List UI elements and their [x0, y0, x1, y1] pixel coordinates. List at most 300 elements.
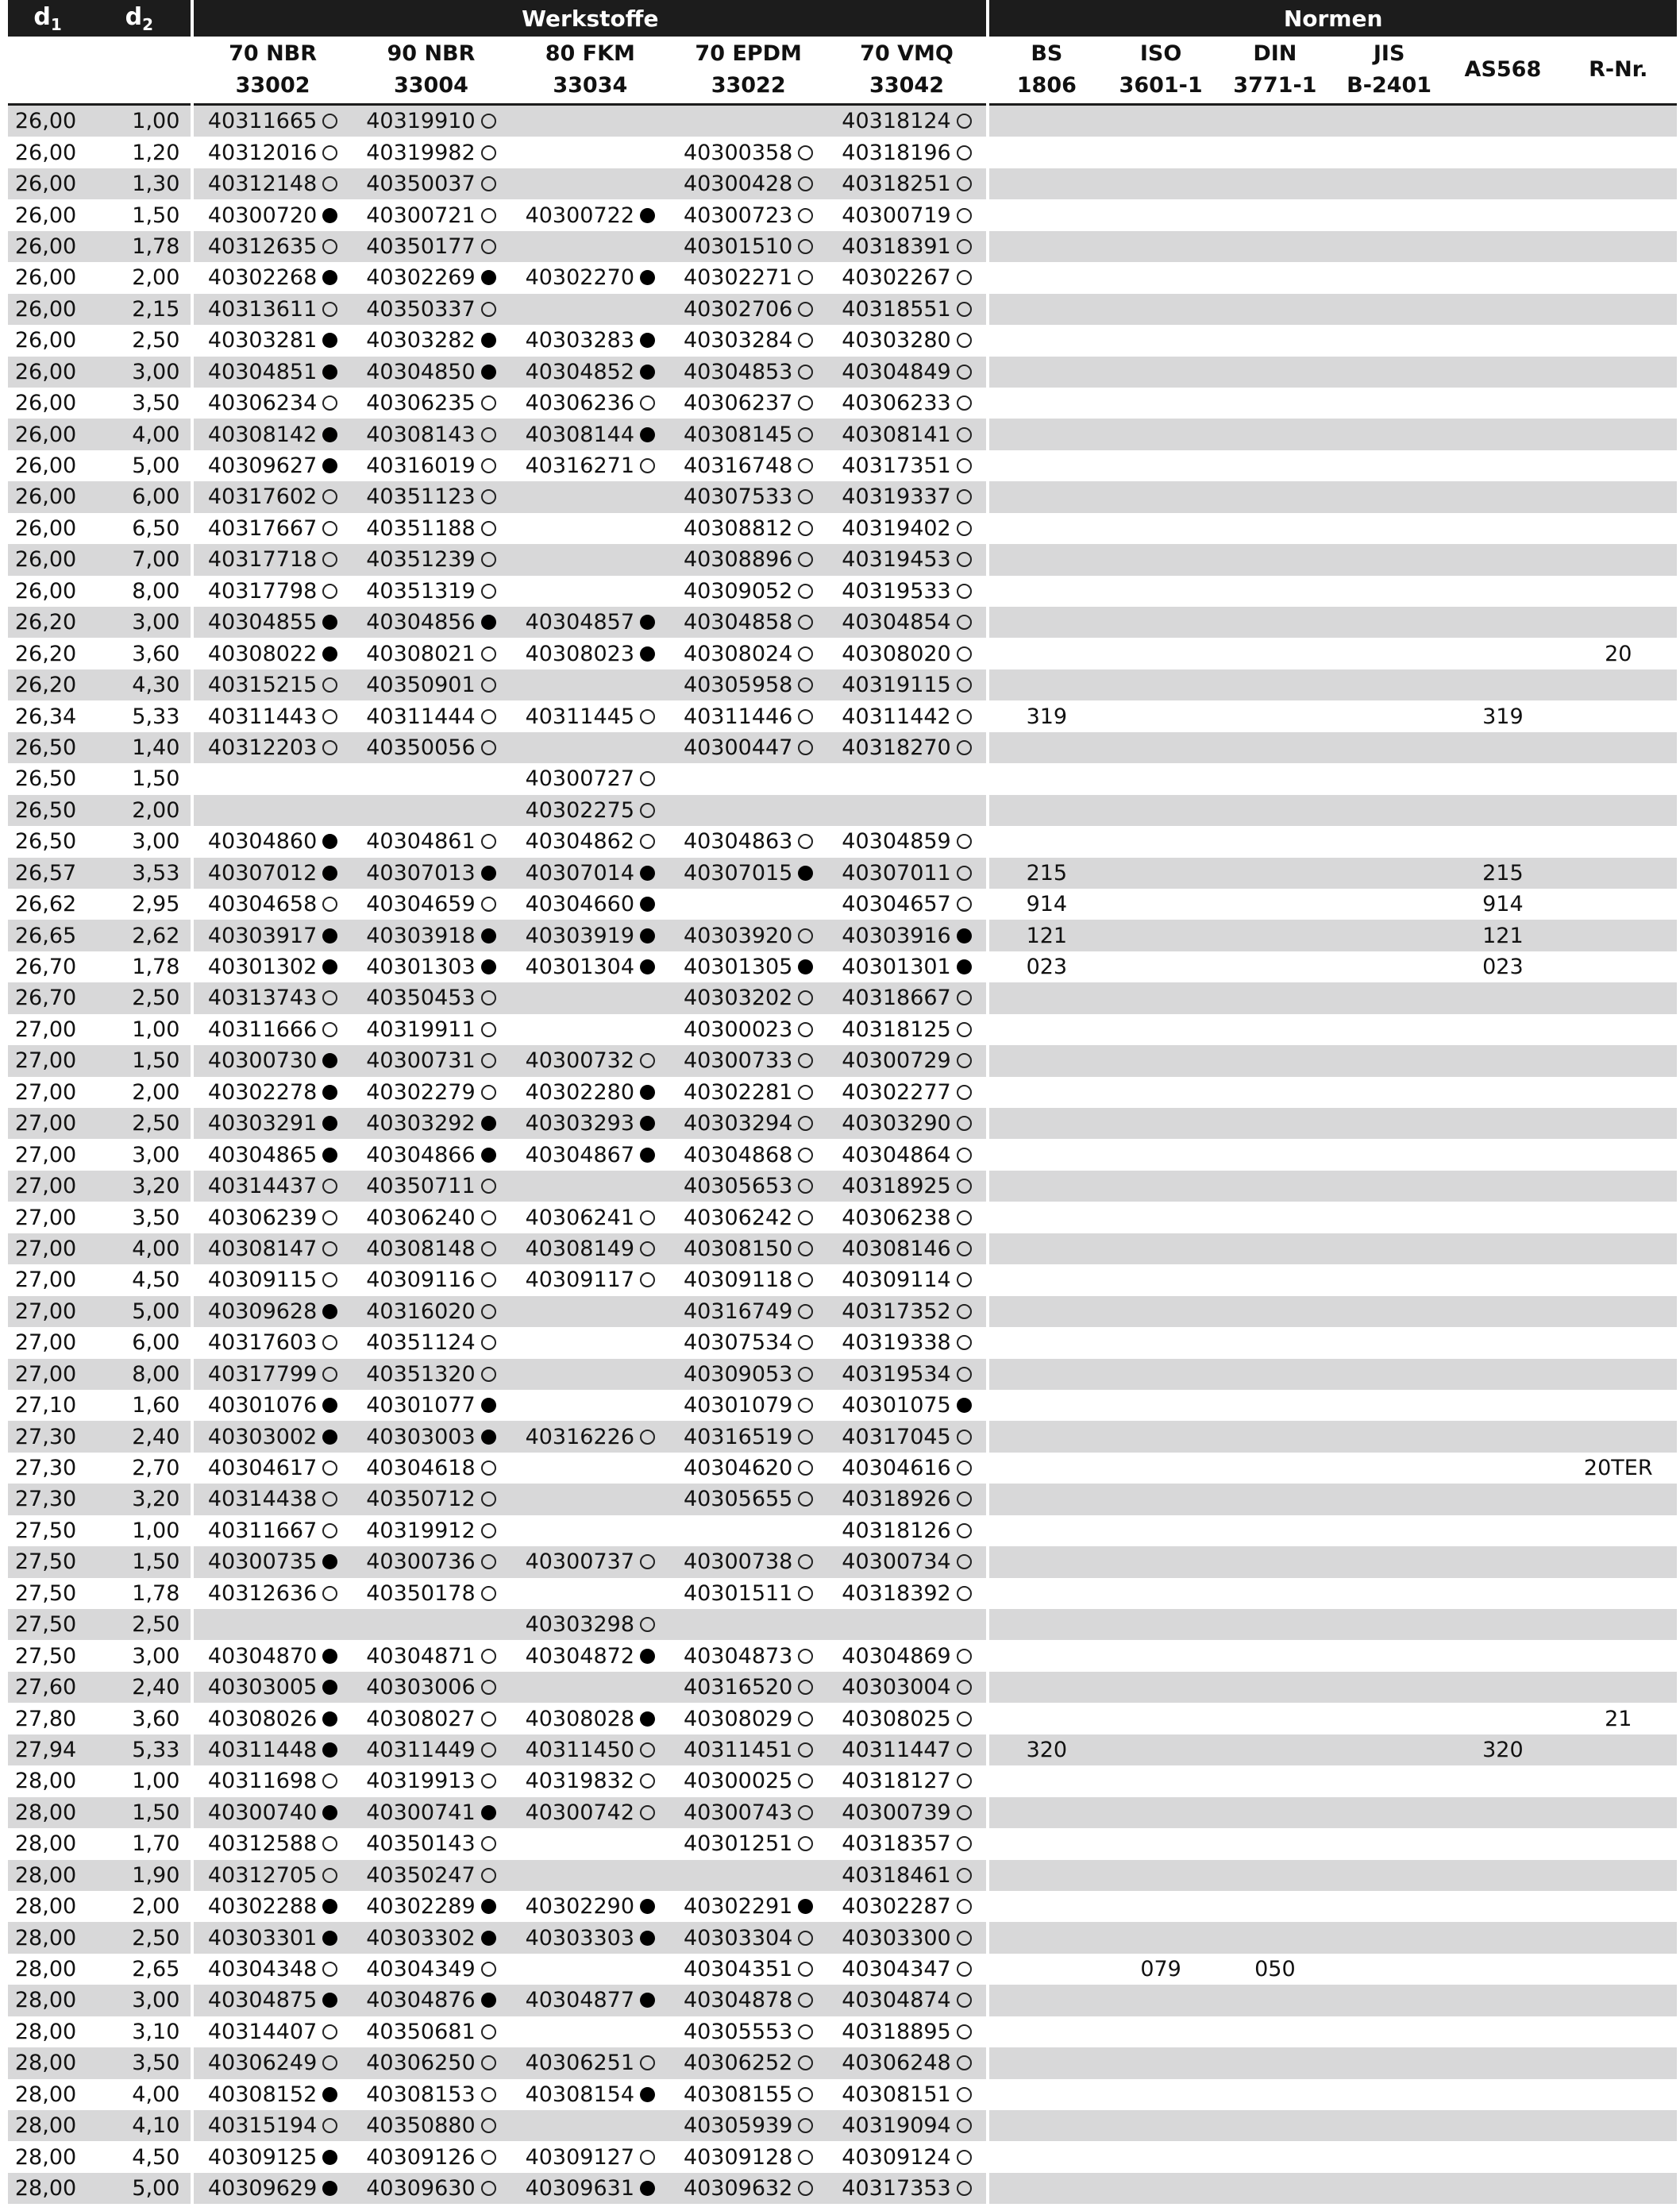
- article-number: 40304874: [842, 1988, 951, 2013]
- cell-d2: 1,00: [132, 1017, 180, 1042]
- cell-norm: [1332, 1765, 1446, 1796]
- cell-d1: 27,00: [8, 1233, 87, 1264]
- open-circle-icon: [957, 897, 972, 912]
- article-number: 40301079: [683, 1393, 793, 1418]
- table-row: [8, 1233, 1677, 1264]
- open-circle-icon: [322, 396, 337, 411]
- cell-norm: [1332, 920, 1446, 951]
- cell-article: [194, 357, 351, 388]
- material-header: 90 NBR 33004: [352, 37, 511, 106]
- cell-norm: [1332, 1296, 1446, 1327]
- cell-d1: 27,50: [14, 1580, 77, 1606]
- table-row: [8, 732, 1677, 763]
- cell-norm: [989, 1922, 1104, 1953]
- cell-article: [827, 1296, 986, 1327]
- article-number: 40317603: [207, 1330, 318, 1356]
- article-number: 40306238: [842, 1205, 951, 1230]
- cell-article: [669, 1672, 827, 1703]
- cell-norm: [1560, 1077, 1677, 1108]
- article-number: 40302290: [525, 1894, 635, 1920]
- article-number: 40303281: [207, 328, 318, 353]
- article-number: 40350453: [366, 986, 476, 1011]
- cell-norm: [989, 763, 1104, 794]
- cell-norm: [989, 1484, 1104, 1515]
- cell-norm: [1446, 1484, 1559, 1515]
- table-row: [8, 231, 1677, 262]
- cell-norm: [989, 795, 1104, 826]
- filled-circle-icon: [481, 615, 496, 630]
- cell-norm: [1332, 1108, 1446, 1139]
- article-number: 40302271: [683, 265, 793, 291]
- filled-circle-icon: [322, 458, 337, 473]
- filled-circle-icon: [322, 1304, 337, 1319]
- cell-norm: [1332, 294, 1446, 325]
- article-number: 40350037: [366, 172, 476, 197]
- article-number: 40309115: [207, 1268, 318, 1293]
- cell-d2: 2,65: [132, 1957, 180, 1982]
- table-row: [8, 513, 1677, 544]
- cell-article: [511, 1828, 669, 1859]
- article-number: 40319534: [842, 1361, 951, 1387]
- article-number: 40303006: [366, 1675, 476, 1700]
- cell-norm: [1104, 1672, 1217, 1703]
- open-circle-icon: [481, 427, 496, 442]
- cell-article: [511, 1327, 669, 1358]
- filled-circle-icon: [322, 2087, 337, 2102]
- article-number: 40306233: [842, 391, 951, 416]
- cell-norm: [1560, 168, 1677, 199]
- table-row: [8, 1578, 1677, 1609]
- filled-circle-icon: [640, 897, 655, 912]
- cell-norm: [1218, 1171, 1332, 1202]
- cell-norm: [1332, 1139, 1446, 1170]
- article-number: 40306242: [683, 1205, 793, 1230]
- cell-d1: 26,20: [14, 641, 77, 666]
- table-row: [8, 1640, 1677, 1671]
- cell-norm: [1332, 2047, 1446, 2078]
- cell-norm: [989, 1640, 1104, 1671]
- open-circle-icon: [957, 646, 972, 662]
- article-number: 40309632: [683, 2176, 793, 2201]
- open-circle-icon: [957, 2181, 972, 2196]
- filled-circle-icon: [957, 959, 972, 974]
- open-circle-icon: [957, 677, 972, 693]
- article-number: 40312016: [207, 140, 318, 165]
- cell-norm: [1446, 732, 1559, 763]
- cell-d2: 5,33: [87, 1734, 191, 1765]
- open-circle-icon: [481, 552, 496, 567]
- group-header-row: [8, 0, 1677, 37]
- cell-norm: [1332, 638, 1446, 669]
- cell-d1: 28,00: [8, 1797, 87, 1828]
- cell-norm: [1560, 1672, 1677, 1703]
- article-number: 40303291: [207, 1111, 318, 1136]
- cell-norm: [1446, 763, 1559, 794]
- open-circle-icon: [640, 1272, 655, 1287]
- article-number: 40308146: [842, 1236, 951, 1261]
- cell-article: [511, 1264, 669, 1295]
- filled-circle-icon: [481, 1430, 496, 1445]
- article-number: 40301301: [842, 955, 951, 980]
- filled-circle-icon: [640, 1148, 655, 1163]
- cell-article: [194, 1484, 351, 1515]
- cell-d2: 4,00: [132, 2082, 180, 2107]
- article-number: 40319913: [366, 1769, 476, 1794]
- article-number: 40304866: [366, 1142, 476, 1167]
- cell-norm: [1104, 732, 1217, 763]
- article-number: 40306237: [683, 391, 793, 416]
- table-row: [8, 795, 1677, 826]
- cell-article: [511, 1484, 669, 1515]
- cell-article: [669, 1985, 827, 2016]
- article-number: 40318392: [842, 1580, 951, 1606]
- cell-norm: [1104, 2141, 1217, 2172]
- table-row: [8, 137, 1677, 168]
- article-number: 40305653: [683, 1174, 793, 1199]
- cell-d2: 3,53: [87, 858, 191, 889]
- cell-norm: [1560, 1954, 1677, 1985]
- cell-article: [827, 1609, 986, 1640]
- cell-norm: [1560, 450, 1677, 481]
- cell-norm: [989, 168, 1104, 199]
- article-number: 40351319: [366, 578, 476, 604]
- cell-d2: 3,20: [87, 1484, 191, 1515]
- open-circle-icon: [640, 771, 655, 786]
- article-number: 40309116: [366, 1268, 476, 1293]
- article-number: 40302291: [683, 1894, 793, 1920]
- cell-norm: [1218, 544, 1332, 575]
- cell-norm: [1332, 982, 1446, 1013]
- article-number: 40303916: [842, 923, 951, 948]
- cell-article: [352, 2047, 511, 2078]
- cell-d1: 26,70: [14, 955, 77, 980]
- article-number: 40309118: [683, 1268, 793, 1293]
- table-row: [8, 607, 1677, 638]
- article-number: 40300720: [207, 203, 318, 228]
- cell-norm: [1218, 2141, 1332, 2172]
- cell-norm: [1446, 2110, 1559, 2141]
- cell-norm: [1332, 2110, 1446, 2141]
- cell-norm: [1560, 1045, 1677, 1076]
- open-circle-icon: [640, 2055, 655, 2070]
- article-number: 40319832: [525, 1769, 635, 1794]
- cell-norm: [1332, 1578, 1446, 1609]
- cell-article: [827, 1954, 986, 1985]
- table-row: [8, 1264, 1677, 1295]
- cell-article: [669, 2110, 827, 2141]
- cell-article: [827, 1891, 986, 1922]
- cell-article: [194, 1797, 351, 1828]
- cell-norm: [989, 1014, 1104, 1045]
- cell-norm: [1446, 1296, 1559, 1327]
- table-row: [8, 450, 1677, 481]
- cell-norm: [1218, 889, 1332, 920]
- open-circle-icon: [481, 584, 496, 599]
- cell-norm: [1218, 1672, 1332, 1703]
- cell-d2: 2,50: [87, 1922, 191, 1953]
- table-row: [8, 826, 1677, 857]
- article-number: 40311449: [366, 1737, 476, 1762]
- cell-norm: [1560, 1609, 1677, 1640]
- article-number: 40311667: [207, 1518, 318, 1543]
- cell-norm: [1218, 199, 1332, 230]
- table-row: [8, 1453, 1677, 1484]
- cell-norm: [989, 450, 1104, 481]
- open-circle-icon: [798, 1742, 813, 1758]
- open-circle-icon: [957, 1335, 972, 1350]
- cell-d1: 26,20: [8, 607, 87, 638]
- open-circle-icon: [640, 1430, 655, 1445]
- cell-norm: [989, 2173, 1104, 2204]
- filled-circle-icon: [322, 427, 337, 442]
- cell-norm: [1560, 481, 1677, 512]
- cell-article: [669, 1359, 827, 1390]
- cell-norm: [1446, 1797, 1559, 1828]
- cell-article: [669, 544, 827, 575]
- article-number: 40300732: [525, 1048, 635, 1074]
- cell-norm: [1218, 137, 1332, 168]
- cell-d2: 4,50: [132, 2144, 180, 2170]
- article-number: 40300722: [525, 203, 635, 228]
- cell-article: [511, 231, 669, 262]
- open-circle-icon: [481, 646, 496, 662]
- cell-article: [511, 982, 669, 1013]
- open-circle-icon: [481, 1179, 496, 1194]
- article-number: 40317799: [207, 1361, 318, 1387]
- open-circle-icon: [957, 1931, 972, 1946]
- cell-article: [194, 388, 351, 419]
- open-circle-icon: [481, 1962, 496, 1977]
- cell-article: [194, 1640, 351, 1671]
- cell-norm: [989, 1985, 1104, 2016]
- material-header: 70 EPDM 33022: [669, 37, 827, 106]
- article-number: 40318270: [842, 735, 951, 760]
- cell-norm: [1446, 1765, 1559, 1796]
- cell-d1: 27,60: [8, 1672, 87, 1703]
- cell-d2: 3,10: [132, 2019, 180, 2044]
- cell-article: [827, 1327, 986, 1358]
- open-circle-icon: [798, 1148, 813, 1163]
- cell-article: [352, 513, 511, 544]
- cell-norm: [1560, 795, 1677, 826]
- cell-d1: 28,00: [14, 2082, 77, 2107]
- cell-article: [669, 137, 827, 168]
- cell-norm: [1218, 920, 1332, 951]
- cell-article: [352, 450, 511, 481]
- filled-circle-icon: [640, 208, 655, 223]
- cell-norm: [1560, 1515, 1677, 1546]
- cell-d2: 4,00: [87, 419, 191, 450]
- article-number: 40303292: [366, 1111, 476, 1136]
- filled-circle-icon: [640, 427, 655, 442]
- cell-d2: 2,70: [132, 1456, 180, 1481]
- cell-article: [352, 669, 511, 700]
- cell-norm: [1218, 2173, 1332, 2204]
- article-number: 40308144: [525, 422, 635, 447]
- table-body: [8, 106, 1677, 2204]
- cell-d1: 27,50: [14, 1643, 77, 1669]
- article-number: 40308020: [842, 641, 951, 666]
- cell-article: [194, 2079, 351, 2110]
- article-number: 40350143: [366, 1831, 476, 1857]
- cell-norm: [1218, 357, 1332, 388]
- cell-article: [352, 1546, 511, 1577]
- cell-article: [511, 1139, 669, 1170]
- cell-article: [194, 325, 351, 356]
- article-number: 40304875: [207, 1988, 318, 2013]
- cell-norm: [1104, 199, 1217, 230]
- article-number: 40303003: [366, 1424, 476, 1449]
- open-circle-icon: [957, 176, 972, 191]
- table-row: [8, 294, 1677, 325]
- cell-norm: [1446, 1515, 1559, 1546]
- cell-d1: 27,80: [14, 1706, 77, 1731]
- cell-article: [194, 1609, 351, 1640]
- cell-norm: [1104, 1296, 1217, 1327]
- filled-circle-icon: [640, 1931, 655, 1946]
- cell-article: [194, 419, 351, 450]
- cell-article: [352, 199, 511, 230]
- filled-circle-icon: [640, 270, 655, 285]
- cell-norm: [1446, 669, 1559, 700]
- cell-norm: [1332, 1264, 1446, 1295]
- cell-norm: [1104, 481, 1217, 512]
- filled-circle-icon: [481, 1993, 496, 2008]
- open-circle-icon: [798, 1836, 813, 1851]
- cell-norm: 21: [1605, 1706, 1632, 1731]
- cell-article: [511, 168, 669, 199]
- cell-norm: [1218, 1578, 1332, 1609]
- cell-d1: 27,00: [8, 1171, 87, 1202]
- cell-norm: [1104, 168, 1217, 199]
- cell-norm: [1332, 1045, 1446, 1076]
- cell-article: [194, 2141, 351, 2172]
- cell-norm: [1104, 1922, 1217, 1953]
- cell-norm: [989, 607, 1104, 638]
- cell-d2: 8,00: [132, 578, 180, 604]
- article-number: 40304851: [207, 359, 318, 384]
- cell-d2: 1,30: [87, 168, 191, 199]
- column-header-row: [8, 37, 1677, 106]
- article-number: 40304852: [525, 359, 635, 384]
- cell-article: [194, 982, 351, 1013]
- open-circle-icon: [798, 1398, 813, 1413]
- cell-article: [511, 1797, 669, 1828]
- cell-norm: [1560, 607, 1677, 638]
- article-number: 40303919: [525, 923, 635, 948]
- cell-article: [669, 1703, 827, 1734]
- cell-norm: [1218, 1765, 1332, 1796]
- open-circle-icon: [957, 1586, 972, 1601]
- open-circle-icon: [957, 521, 972, 536]
- article-number: 40318551: [842, 296, 951, 322]
- open-circle-icon: [322, 1272, 337, 1287]
- material-header: 80 FKM 33034: [511, 37, 669, 106]
- article-number: 40317718: [207, 547, 318, 573]
- article-number: 40350681: [366, 2019, 476, 2044]
- article-number: 40311666: [207, 1017, 318, 1042]
- cell-norm: [1218, 1922, 1332, 1953]
- cell-norm: [1218, 1139, 1332, 1170]
- cell-norm: [1446, 1202, 1559, 1233]
- cell-norm: [1446, 1954, 1559, 1985]
- cell-article: [669, 1484, 827, 1515]
- open-circle-icon: [322, 1210, 337, 1225]
- cell-norm: [1446, 1359, 1559, 1390]
- article-number: 40304858: [683, 610, 793, 635]
- filled-circle-icon: [481, 959, 496, 974]
- table-row: [8, 1108, 1677, 1139]
- cell-norm: [1332, 137, 1446, 168]
- article-number: 40311698: [207, 1769, 318, 1794]
- cell-article: [827, 1640, 986, 1671]
- cell-article: [352, 1264, 511, 1295]
- cell-norm: [1560, 920, 1677, 951]
- cell-article: [352, 1359, 511, 1390]
- article-number: 40306235: [366, 391, 476, 416]
- cell-article: [827, 576, 986, 607]
- table-row: [8, 2016, 1677, 2047]
- article-number: 40304347: [842, 1957, 951, 1982]
- cell-norm: [1446, 1139, 1559, 1170]
- norm-header: DIN 3771-1: [1218, 37, 1332, 106]
- cell-norm: [1104, 106, 1217, 137]
- cell-article: [352, 168, 511, 199]
- cell-norm: [1218, 1860, 1332, 1891]
- open-circle-icon: [798, 1993, 813, 2008]
- cell-norm: [1560, 1359, 1677, 1390]
- open-circle-icon: [481, 1022, 496, 1037]
- open-circle-icon: [481, 489, 496, 504]
- filled-circle-icon: [322, 1398, 337, 1413]
- cell-norm: [989, 1202, 1104, 1233]
- cell-d2: 3,60: [132, 641, 180, 666]
- cell-norm: [1104, 1765, 1217, 1796]
- cell-article: [827, 137, 986, 168]
- cell-norm: [1104, 1077, 1217, 1108]
- table-row: [8, 1765, 1677, 1796]
- cell-d2: 2,15: [87, 294, 191, 325]
- cell-article: [194, 1233, 351, 1264]
- filled-circle-icon: [481, 1398, 496, 1413]
- article-number: 40303280: [842, 328, 951, 353]
- cell-article: [669, 231, 827, 262]
- open-circle-icon: [798, 740, 813, 755]
- cell-norm: [1332, 1171, 1446, 1202]
- cell-norm: [989, 1296, 1104, 1327]
- cell-article: [352, 1390, 511, 1421]
- cell-norm: [1104, 1609, 1217, 1640]
- cell-norm: [1560, 1765, 1677, 1796]
- material-header: 70 NBR 33002: [194, 37, 351, 106]
- cell-norm: [1560, 1797, 1677, 1828]
- cell-d2: 3,00: [87, 357, 191, 388]
- cell-norm: [1446, 1828, 1559, 1859]
- open-circle-icon: [322, 1523, 337, 1538]
- cell-d1: 27,00: [14, 1079, 77, 1105]
- cell-norm: [1104, 513, 1217, 544]
- article-number: 40309629: [207, 2176, 318, 2201]
- cell-norm: [1218, 2047, 1332, 2078]
- cell-norm: [1104, 1703, 1217, 1734]
- article-number: 40317798: [207, 578, 318, 604]
- article-number: 40304868: [683, 1142, 793, 1167]
- cell-article: [669, 1045, 827, 1076]
- filled-circle-icon: [322, 1085, 337, 1100]
- open-circle-icon: [957, 1085, 972, 1100]
- cell-d2: 5,00: [87, 1296, 191, 1327]
- open-circle-icon: [957, 1680, 972, 1695]
